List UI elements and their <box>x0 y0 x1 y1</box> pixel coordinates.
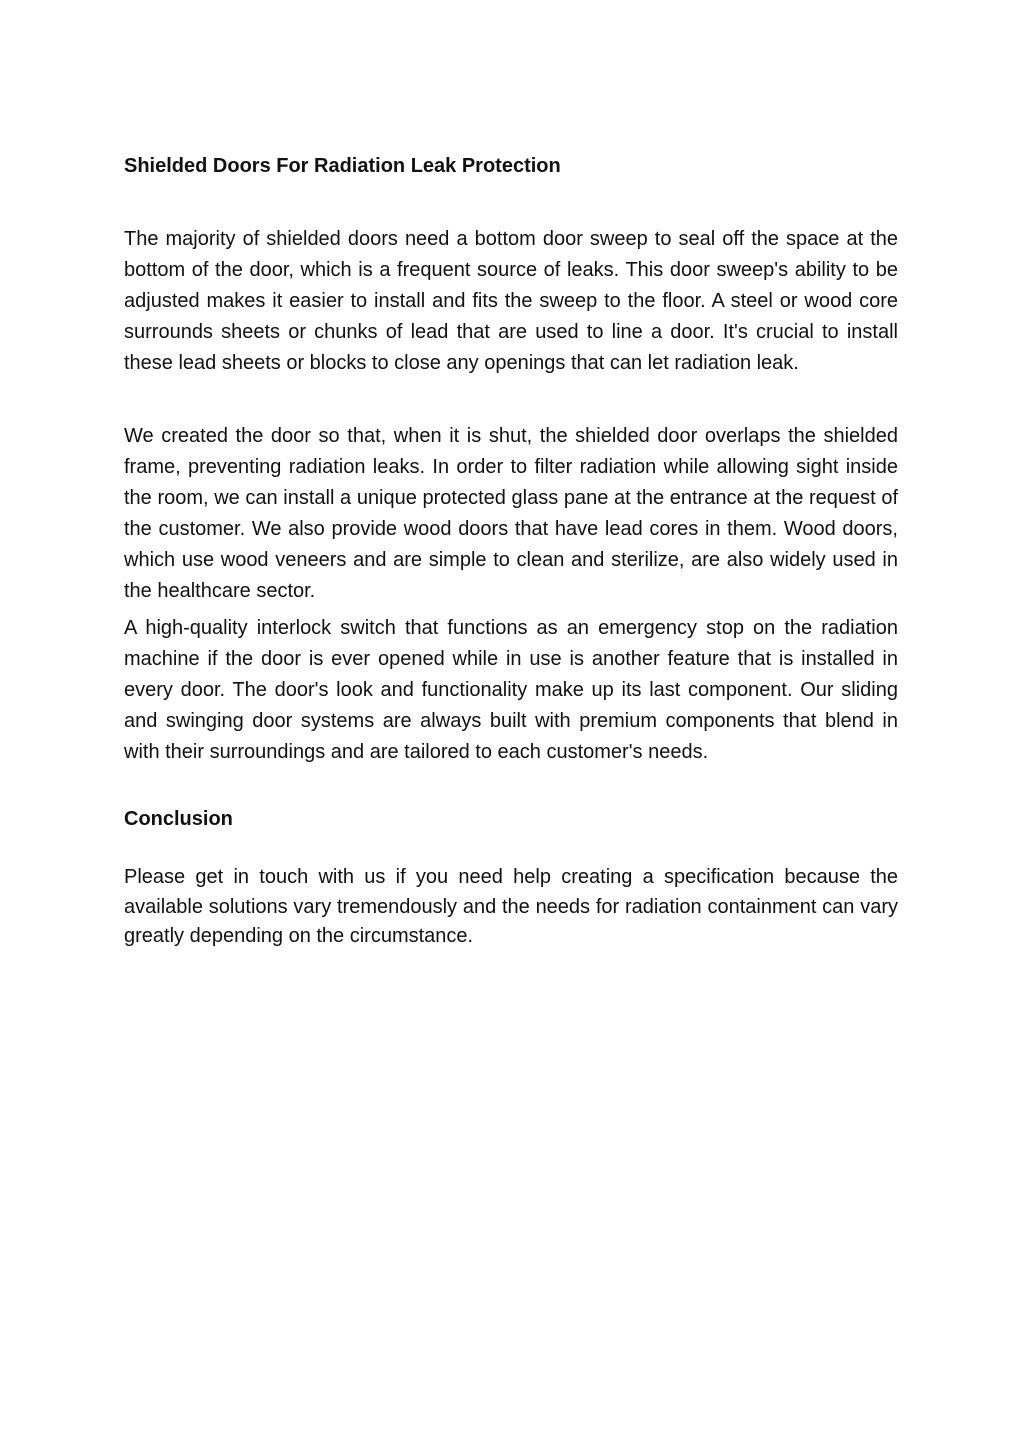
conclusion-heading: Conclusion <box>124 808 233 830</box>
paragraph-door-sweep: The majority of shielded doors need a bottom door sweep to seal off the space at the bottom of the door, which is a frequent source of leaks. This door sweep's ability to be adjusted makes it easier to install and fits the sweep to the floor. A steel or wood core surrounds sheets or chunks of lead that are used to line a door. It's crucial to install these lead sheets or blocks to close any openings that can let radiation leak. <box>124 228 898 374</box>
paragraph-door-overlap: We created the door so that, when it is shut, the shielded door overlaps the shielded frame, preventing radiation leaks. In order to filter radiation while allowing sight inside the room, we can install a unique protected glass pane at the entrance at the request of the customer. We also provide wood doors that have lead cores in them. Wood doors, which use wood veneers and are simple to clean and sterilize, are also widely used in the healthcare sector. <box>124 425 898 602</box>
conclusion-paragraph: Please get in touch with us if you need help creating a specification because the available solutions vary tremendously and the needs for radiation containment can vary greatly depending on the circumstance. <box>124 866 898 947</box>
document-title: Shielded Doors For Radiation Leak Protection <box>124 155 561 177</box>
paragraph-interlock-switch: A high-quality interlock switch that functions as an emergency stop on the radiation machine if the door is ever opened while in use is another feature that is installed in every door. The door's look and functionality make up its last component. Our sliding and swinging door systems are always built with premium components that blend in with their surroundings and are tailored to each customer's needs. <box>124 617 898 763</box>
document-page <box>124 150 898 952</box>
